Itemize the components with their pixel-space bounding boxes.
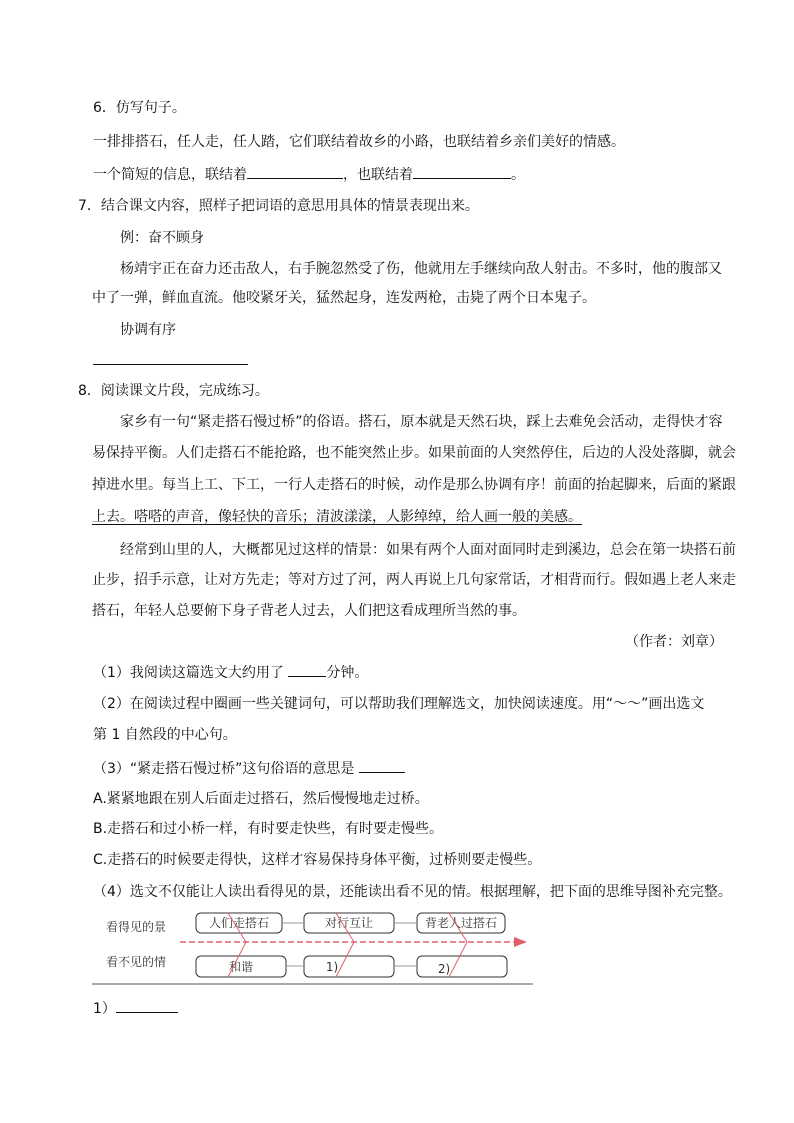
row-label-invisible: 看不见的情 bbox=[106, 955, 167, 969]
q8-sub3-text: （3）“紧走搭石慢过桥”这句俗语的意思是 bbox=[93, 761, 359, 777]
q8-p1-line: 掉进水里。每当上工、下工，一行人走搭石的时候，动作是那么协调有序！前面的抬起脚来，后面的紧跟 bbox=[92, 477, 736, 493]
q6-prompt-text-2: ，也联结着 bbox=[343, 167, 413, 183]
q8-p2-line: 止步，招手示意，让对方先走；等对方过了河，两人再说上几句家常话，才相背而行。假如遇上老人来走 bbox=[92, 572, 736, 588]
q8-sub1-blank[interactable] bbox=[288, 662, 326, 677]
q8-sub2-line-2: 第 1 自然段的中心句。 bbox=[93, 727, 237, 743]
q6-blank-1[interactable] bbox=[247, 164, 343, 179]
invisible-box-1: 和谐 bbox=[228, 960, 254, 974]
q7-title: 7．结合课文内容，照样子把词语的意思用具体的情景表现出来。 bbox=[78, 198, 479, 214]
q8-answer-label: 1） bbox=[93, 1001, 116, 1017]
spine-arrowhead-icon bbox=[514, 937, 527, 947]
q6-prompt-text-3: 。 bbox=[511, 167, 525, 183]
invisible-box-3: 2) bbox=[437, 962, 451, 976]
q8-sub1-text-2: 分钟。 bbox=[326, 665, 369, 681]
q8-sub1-text-1: （1）我阅读这篇选文大约用了 bbox=[93, 665, 289, 681]
q7-example-label: 例：奋不顾身 bbox=[120, 230, 204, 246]
q7-example-text-line-1: 杨靖宇正在奋力还击敌人，右手腕忽然受了伤，他就用左手继续向敌人射击。不多时，他的腹部又 bbox=[120, 261, 722, 277]
q8-p2-line: 搭石，年轻人总要俯下身子背老人过去，人们把这看成理所当然的事。 bbox=[92, 603, 526, 619]
visible-box-1: 人们走搭石 bbox=[208, 916, 270, 930]
q6-blank-2[interactable] bbox=[413, 164, 511, 179]
q7-term: 协调有序 bbox=[120, 322, 176, 338]
q8-author: （作者：刘章） bbox=[625, 634, 723, 650]
q8-sub3-blank[interactable] bbox=[359, 758, 405, 773]
q8-p2-line: 经常到山里的人，大概都见过这样的情景：如果有两个人面对面同时走到溪边，总会在第一块搭石前 bbox=[120, 542, 736, 558]
visible-box-3: 背老人过搭石 bbox=[424, 916, 498, 930]
answer-box-2 bbox=[417, 956, 507, 977]
row-label-visible: 看得见的景 bbox=[106, 920, 167, 934]
q8-option-c: C.走搭石的时候要走得快，这样才容易保持身体平衡，过桥则要走慢些。 bbox=[93, 852, 542, 868]
q6-prompt-text-1: 一个简短的信息，联结着 bbox=[93, 167, 247, 183]
q8-option-b: B.走搭石和过小桥一样，有时要走快些，有时要走慢些。 bbox=[93, 821, 444, 837]
q7-example-text-line-2: 中了一弹，鲜血直流。他咬紧牙关，猛然起身，连发两枪，击毙了两个日本鬼子。 bbox=[92, 290, 596, 306]
q8-sub3 bbox=[93, 758, 405, 779]
q8-answer-blank[interactable] bbox=[116, 998, 178, 1013]
invisible-box-2: 1) bbox=[325, 960, 339, 974]
mind-map bbox=[0, 900, 794, 990]
q8-p1-line: 家乡有一句“紧走搭石慢过桥”的俗语。搭石，原本就是天然石块，踩上去难免会活动，走得快才容 bbox=[120, 414, 723, 430]
q8-answer bbox=[93, 998, 178, 1019]
q6-prompt bbox=[93, 164, 525, 185]
q7-answer-blank[interactable] bbox=[93, 364, 248, 365]
q8-option-a: A.紧紧地跟在别人后面走过搭石，然后慢慢地走过桥。 bbox=[93, 791, 429, 807]
visible-box-2: 对行互让 bbox=[324, 916, 374, 930]
q8-sub1 bbox=[93, 662, 368, 683]
answer-box-1 bbox=[304, 956, 394, 977]
q8-sub4: （4）选文不仅能让人读出看得见的景，还能读出看不见的情。根据理解，把下面的思维导图补充完整。 bbox=[93, 884, 732, 900]
q8-sub2-line-1: （2）在阅读过程中圈画一些关键词句，可以帮助我们理解选文，加快阅读速度。用“～～”画出选文 bbox=[93, 696, 705, 712]
q8-p1-last-line: 上去。嗒嗒的声音，像轻快的音乐；清波漾漾，人影绰绰，给人画一般的美感。 bbox=[92, 509, 582, 525]
q8-p1-line: 易保持平衡。人们走搭石不能抢路，也不能突然止步。如果前面的人突然停住，后边的人没处落脚，就会 bbox=[92, 445, 736, 461]
q6-example: 一排排搭石，任人走，任人踏，它们联结着故乡的小路，也联结着乡亲们美好的情感。 bbox=[93, 134, 625, 150]
q6-title: 6．仿写句子。 bbox=[93, 100, 186, 116]
q8-title: 8．阅读课文片段，完成练习。 bbox=[78, 383, 269, 399]
